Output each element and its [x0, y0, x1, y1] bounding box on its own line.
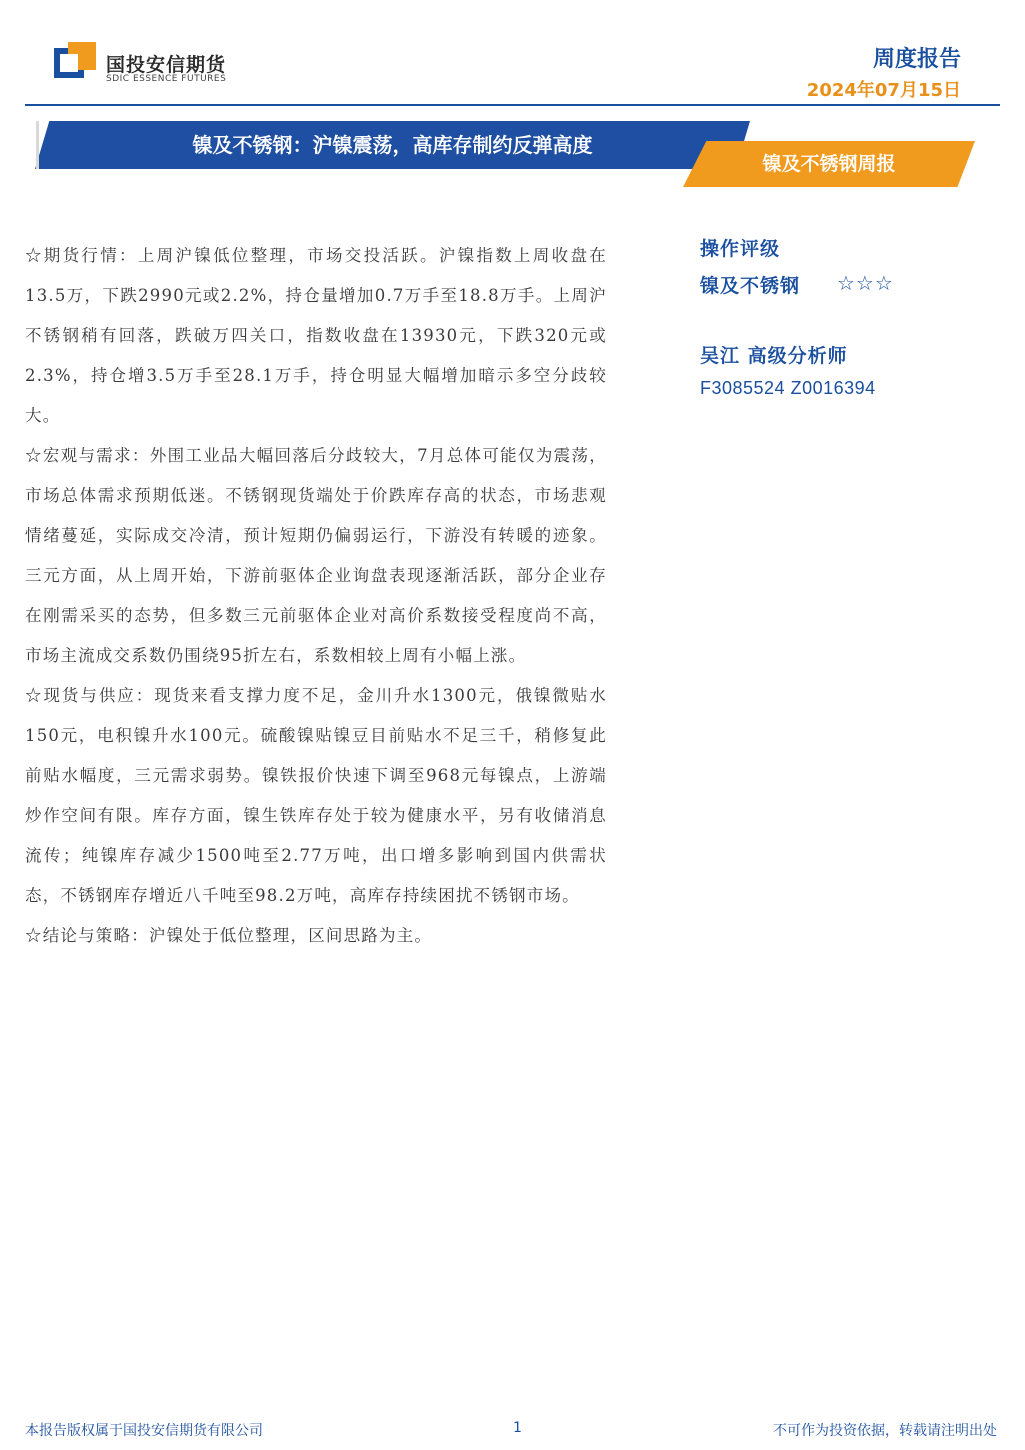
report-type: 周度报告 — [872, 47, 961, 72]
report-footer — [0, 1415, 1025, 1445]
rating-row — [700, 271, 1000, 297]
rating-heading: 操作评级 — [700, 238, 781, 260]
company-name-en: SDIC ESSENCE FUTURES — [106, 74, 227, 84]
analyst-name: 吴江 高级分析师 — [700, 345, 848, 367]
rating-label: 镍及不锈钢 — [700, 275, 801, 297]
sidebar — [700, 234, 1000, 399]
rating-stars: ☆☆☆ — [837, 271, 894, 295]
paragraph-conclusion: ☆结论与策略：沪镍处于低位整理，区间思路为主。 — [25, 926, 433, 945]
report-date: 2024年07月15日 — [806, 80, 961, 101]
paragraph-macro-demand: ☆宏观与需求：外围工业品大幅回落后分歧较大，7月总体可能仅为震荡，市场总体需求预期低迷。不锈钢现货端处于价跌库存高的状态，市场悲观情绪蔓延，实际成交冷清，预计短期仍偏弱运行，下游没有转暖的迹象。三元方面，从上周开始，下游前驱体企业询盘表现逐渐活跃，部分企业存在刚需采买的态势，但多数三元前驱体企业对高价系数接受程度尚不高，市场主流成交系数仍围绕95折左右，系数相较上周有小幅上涨。 — [25, 446, 607, 665]
company-name: 国投安信期货 — [106, 54, 227, 76]
report-body — [25, 236, 607, 956]
report-title: 镍及不锈钢：沪镍震荡，高库存制约反弹高度 — [192, 133, 593, 157]
copyright-notice: 本报告版权属于国投安信期货有限公司 — [25, 1423, 263, 1439]
company-logo-icon — [54, 42, 96, 84]
paragraph-spot-supply: ☆现货与供应：现货来看支撑力度不足，金川升水1300元，俄镍微贴水150元，电积镍升水100元。硫酸镍贴镍豆目前贴水不足三千，稍修复此前贴水幅度，三元需求弱势。镍铁报价快速下调至968元每镍点，上游端炒作空间有限。库存方面，镍生铁库存处于较为健康水平，另有收储消息流传；纯镍库存减少1500吨至2.77万吨，出口增多影响到国内供需状态，不锈钢库存增近八千吨至98.2万吨，高库存持续困扰不锈钢市场。 — [25, 686, 607, 905]
report-header — [0, 0, 1025, 110]
header-divider — [25, 104, 1000, 106]
page-number: 1 — [513, 1420, 522, 1436]
category-tag-label: 镍及不锈钢周报 — [762, 153, 896, 175]
paragraph-futures: ☆期货行情：上周沪镍低位整理，市场交投活跃。沪镍指数上周收盘在13.5万，下跌2990元或2.2%，持仓量增加0.7万手至18.8万手。上周沪不锈钢稍有回落，跌破万四关口，指数收盘在13930元，下跌320元或2.3%，持仓增3.5万手至28.1万手，持仓明显大幅增加暗示多空分歧较大。 — [25, 246, 607, 425]
disclaimer-notice: 不可作为投资依据，转载请注明出处 — [773, 1423, 997, 1439]
analyst-license-ids: F3085524 Z0016394 — [700, 378, 876, 398]
